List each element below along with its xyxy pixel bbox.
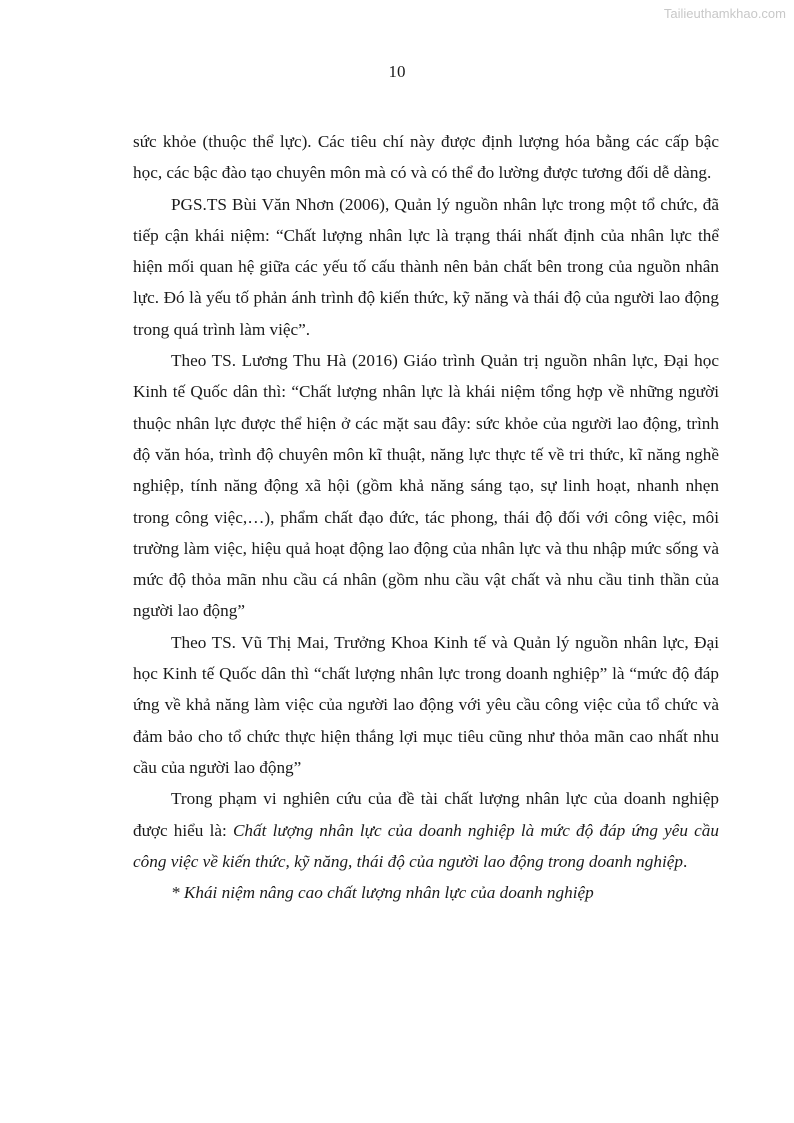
watermark: Tailieuthamkhao.com (663, 6, 786, 21)
scope-end: . (682, 851, 688, 871)
page-number: 10 (388, 62, 406, 81)
scope-intro: Trong phạm vi nghiên cứu của đề tài chất lượng nhân lực của doanh nghiệp được hiểu là: (133, 789, 719, 840)
paragraph-bui-van-nhon: PGS.TS Bùi Văn Nhơn (2006), Quản lý nguồn nhân lực trong một tổ chức, đã tiếp cận khái niệm: “Chất lượng nhân lực là trạng thái nhất định của nhân lực thể hiện mối quan hệ giữa các yếu tố cấu thành nên bản chất bên trong của nguồn nhân lực. Đó là yếu tố phản ánh trình độ kiến thức, kỹ năng và thái độ của người lao động trong quá trình làm việc”. (133, 194, 719, 339)
paragraph-research-scope (133, 783, 719, 877)
paragraph-continuation: sức khỏe (thuộc thể lực). Các tiêu chí này được định lượng hóa bằng các cấp bậc học, các bậc đào tạo chuyên môn mà có và có thể đo lường được tương đối dễ dàng. (133, 132, 719, 183)
document-body (133, 126, 719, 908)
paragraph-luong-thu-ha: Theo TS. Lương Thu Hà (2016) Giáo trình Quản trị nguồn nhân lực, Đại học Kinh tế Quốc dân thì: “Chất lượng nhân lực là khái niệm tổng hợp về những người thuộc nhân lực được thể hiện ở các mặt sau đây: sức khỏe của người lao động, trình độ văn hóa, trình độ chuyên môn kĩ thuật, năng lực thực tế về tri thức, kĩ năng nghề nghiệp, tính năng động xã hội (gồm khả năng sáng tạo, sự linh hoạt, nhanh nhẹn trong công việc,…), phẩm chất đạo đức, tác phong, thái độ đối với công việc, môi trường làm việc, hiệu quả hoạt động lao động của nhân lực và thu nhập mức sống và mức độ thỏa mãn nhu cầu cá nhân (gồm nhu cầu vật chất và nhu cầu tinh thần của người lao động” (133, 351, 719, 621)
paragraph-vu-thi-mai: Theo TS. Vũ Thị Mai, Trưởng Khoa Kinh tế và Quản lý nguồn nhân lực, Đại học Kinh tế Quốc dân thì “chất lượng nhân lực trong doanh nghiệp” là “mức độ đáp ứng về khả năng làm việc của người lao động với yêu cầu công việc của tổ chức và đảm bảo cho tổ chức thực hiện thắng lợi mục tiêu cũng như thỏa mãn cao nhất nhu cầu của người lao động” (133, 632, 719, 777)
section-heading: * Khái niệm nâng cao chất lượng nhân lực của doanh nghiệp (171, 883, 594, 903)
scope-definition: Chất lượng nhân lực của doanh nghiệp là mức độ đáp ứng yêu cầu công việc về kiến thức, kỹ năng, thái độ của người lao động trong doanh nghiệp (133, 820, 719, 871)
